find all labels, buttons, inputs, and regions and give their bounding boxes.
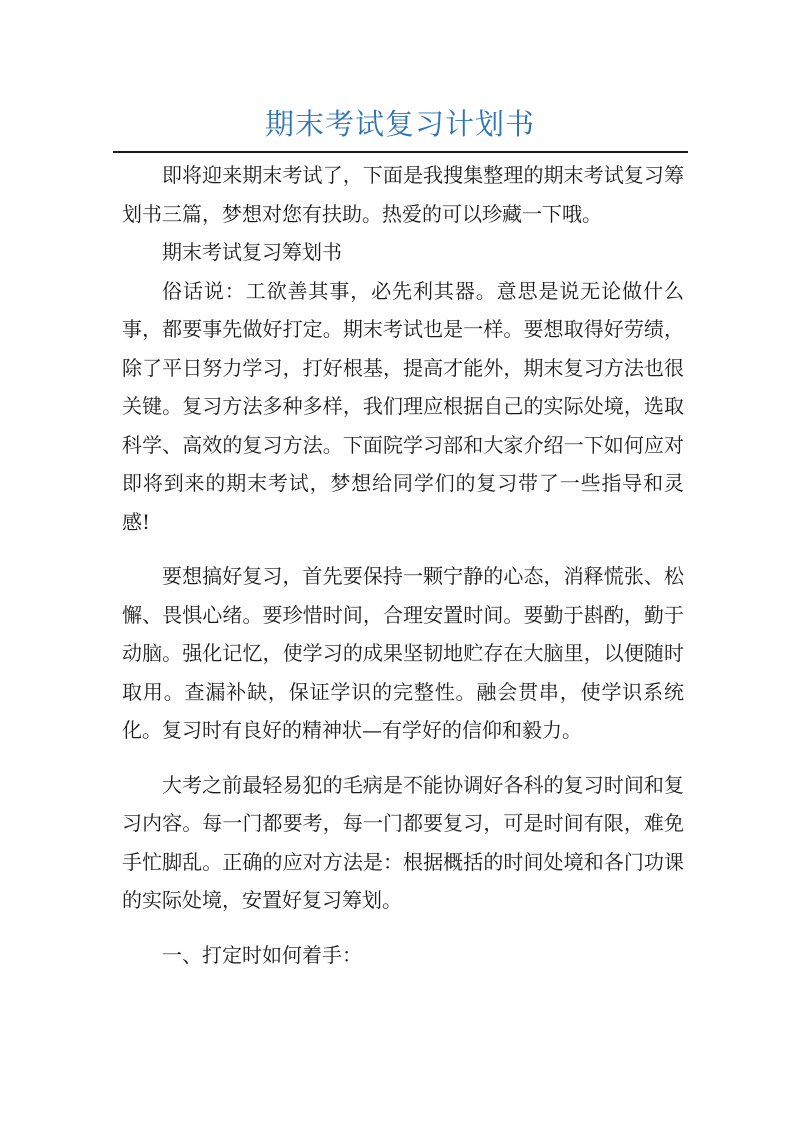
subsection-heading: 一、打定时如何着手： [162, 942, 362, 967]
document-body [122, 156, 684, 974]
intro-paragraph: 即将迎来期末考试了，下面是我搜集整理的期末考试复习筹划书三篇，梦想对您有扶助。热爱的可以珍藏一下哦。 [122, 163, 684, 226]
title-underline [113, 151, 688, 153]
body-paragraph: 俗话说：工欲善其事，必先利其器。意思是说无论做什么事，都要事先做好打定。期末考试也是一样。要想取得好劳绩，除了平日努力学习，打好根基，提高才能外，期末复习方法也很关键。复习方法多种多样，我们理应根据自己的实际处境，选取科学、高效的复习方法。下面院学习部和大家介绍一下如何应对即将到来的期末考试，梦想给同学们的复习带了一些指导和灵感! [122, 278, 684, 534]
body-paragraph: 大考之前最轻易犯的毛病是不能协调好各科的复习时间和复习内容。每一门都要考，每一门都要复习，可是时间有限，难免手忙脚乱。正确的应对方法是：根据概括的时间处境和各门功课的实际处境，安置好复习筹划。 [122, 772, 684, 912]
section-heading: 期末考试复习筹划书 [162, 240, 342, 264]
body-paragraph: 要想搞好复习，首先要保持一颗宁静的心态，消释慌张、松懈、畏惧心绪。要珍惜时间，合理安置时间。要勤于斟酌，勤于动脑。强化记忆，使学习的成果坚韧地贮存在大脑里，以便随时取用。查漏补缺，保证学识的完整性。融会贯串，使学识系统化。复习时有良好的精神状—有学好的信仰和毅力。 [122, 564, 684, 742]
document-title: 期末考试复习计划书 [264, 107, 535, 141]
